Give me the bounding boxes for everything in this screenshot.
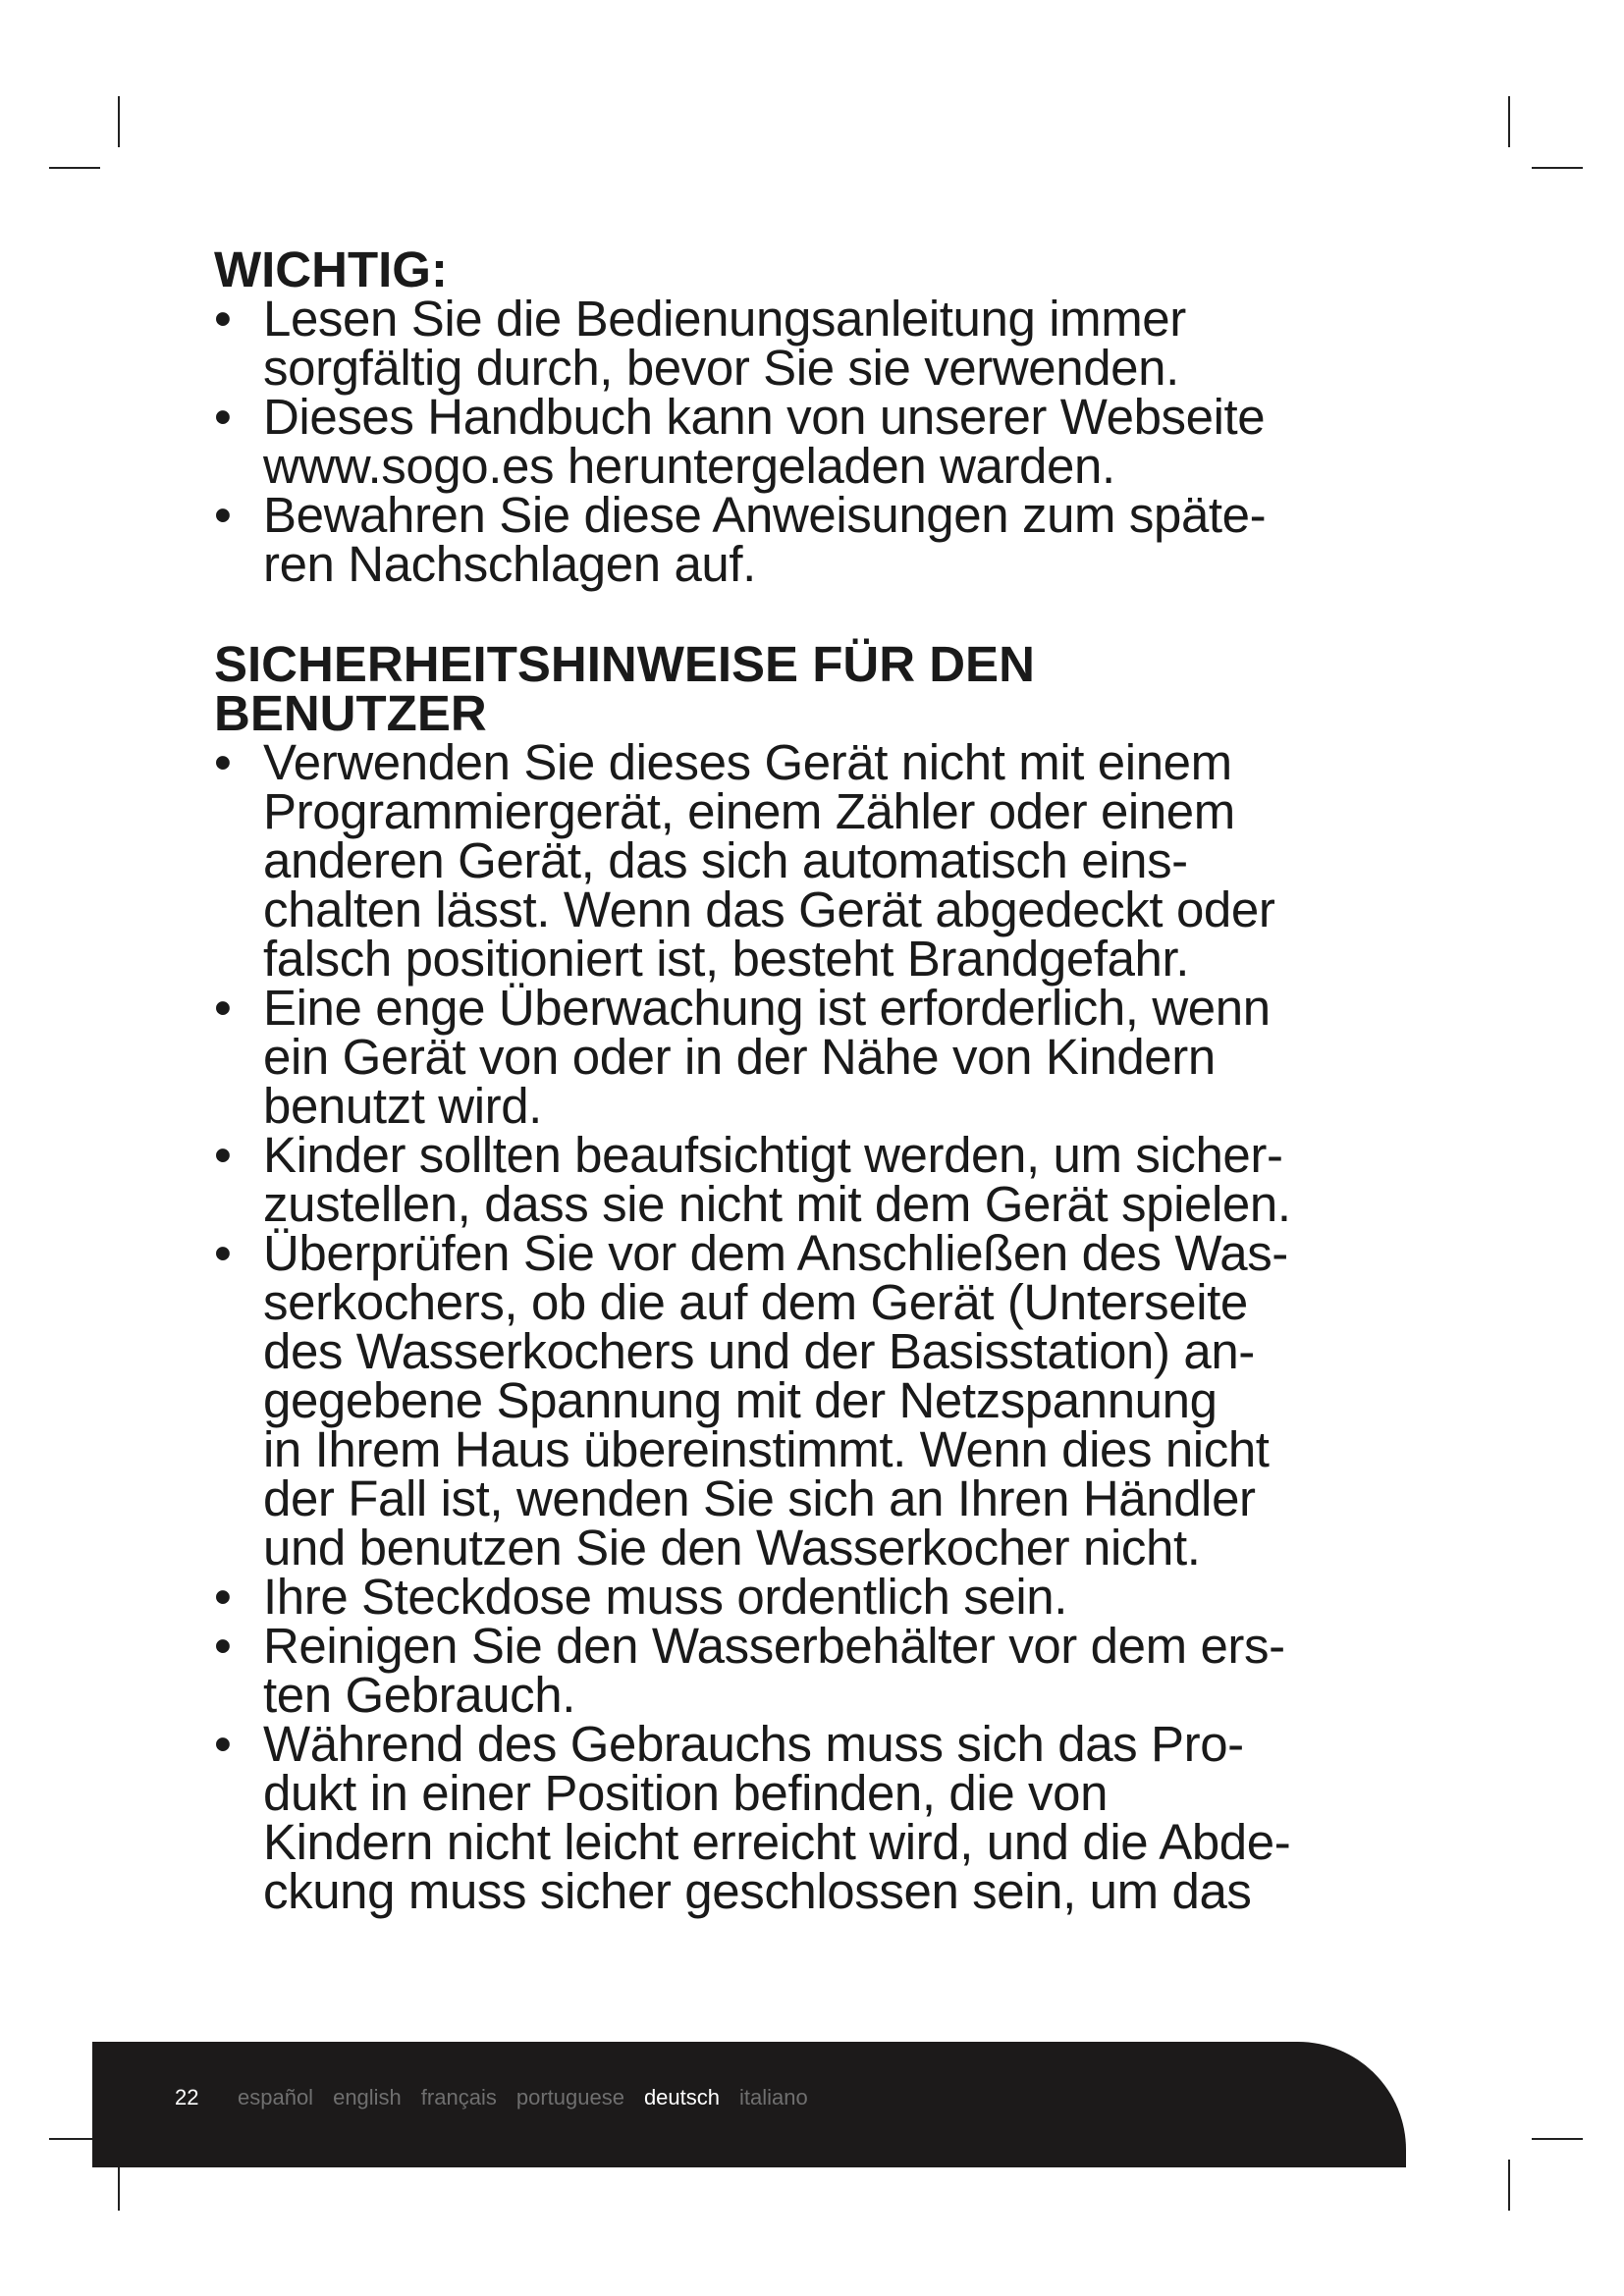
text-line: chalten lässt. Wenn das Gerät abgedeckt oder [263,881,1275,937]
crop-mark-top-right-v [1508,96,1510,147]
text-line: serkochers, ob die auf dem Gerät (Unterseite [263,1274,1248,1330]
important-item [214,487,1432,592]
text-line: Kindern nicht leicht erreicht wird, und die Abde- [263,1814,1291,1870]
text-line: anderen Gerät, das sich automatisch eins- [263,832,1188,888]
language-link-4[interactable]: deutsch [643,2085,720,2109]
text-line: ckung muss sicher geschlossen sein, um das [263,1863,1252,1919]
text-line: Reinigen Sie den Wasserbehälter vor dem ers- [263,1618,1285,1674]
page-content [214,241,1432,1919]
crop-mark-top-left-v [118,96,120,147]
important-item-text [263,389,1432,494]
text-line: Bewahren Sie diese Anweisungen zum späte- [263,487,1267,543]
bullet-icon: • [214,487,232,543]
language-link-3[interactable]: portuguese [515,2085,624,2109]
safety-heading-line: BENUTZER [214,685,487,741]
safety-item [214,1225,1432,1575]
text-line: Dieses Handbuch kann von unserer Webseite [263,389,1266,445]
bullet-icon: • [214,734,232,790]
bullet-icon: • [214,1618,232,1674]
text-line: dukt in einer Position befinden, die von [263,1765,1109,1821]
safety-item [214,1569,1432,1625]
important-item-text [263,291,1432,396]
text-line: des Wasserkochers und der Basisstation) an- [263,1323,1255,1379]
bullet-icon: • [214,291,232,347]
important-list [214,291,1432,592]
text-line: ten Gebrauch. [263,1667,576,1723]
text-line: falsch positioniert ist, besteht Brandgefahr. [263,931,1190,987]
language-link-1[interactable]: english [333,2085,402,2109]
important-item [214,291,1432,396]
safety-item-text [263,980,1432,1134]
text-line: ein Gerät von oder in der Nähe von Kindern [263,1029,1216,1085]
text-line: Lesen Sie die Bedienungsanleitung immer [263,291,1186,347]
text-line: www.sogo.es heruntergeladen warden. [263,438,1115,494]
safety-item [214,734,1432,987]
crop-mark-bottom-right-v [1508,2160,1510,2211]
safety-item [214,980,1432,1134]
text-line: gegebene Spannung mit der Netzspannung [263,1372,1218,1428]
safety-heading-line: SICHERHEITSHINWEISE FÜR DEN [214,636,1035,692]
crop-mark-top-right-h [1532,167,1583,169]
text-line: Kinder sollten beaufsichtigt werden, um sicher- [263,1127,1283,1183]
bullet-icon: • [214,1127,232,1183]
safety-item-text [263,734,1432,987]
crop-mark-top-left-h [49,167,100,169]
bullet-icon: • [214,980,232,1036]
bullet-icon: • [214,1716,232,1772]
language-link-2[interactable]: français [420,2085,497,2109]
text-line: Eine enge Überwachung ist erforderlich, wenn [263,980,1271,1036]
text-line: in Ihrem Haus übereinstimmt. Wenn dies nicht [263,1421,1270,1477]
footer-bar [92,2042,1406,2167]
bullet-icon: • [214,1569,232,1625]
safety-item [214,1716,1432,1919]
language-link-0[interactable]: español [238,2085,314,2109]
text-line: Während des Gebrauchs muss sich das Pro- [263,1716,1244,1772]
important-heading: WICHTIG: [214,241,448,297]
safety-item-text [263,1225,1432,1575]
language-nav [238,2085,808,2110]
crop-mark-bottom-right-h [1532,2138,1583,2140]
safety-item-text [263,1127,1432,1232]
important-item [214,389,1432,494]
bullet-icon: • [214,1225,232,1281]
text-line: sorgfältig durch, bevor Sie sie verwenden. [263,340,1179,396]
safety-item-text [263,1569,1432,1625]
safety-item [214,1618,1432,1723]
text-line: ren Nachschlagen auf. [263,536,756,592]
page-number: 22 [175,2085,199,2109]
text-line: Programmiergerät, einem Zähler oder einem [263,783,1235,839]
text-line: Ihre Steckdose muss ordentlich sein. [263,1569,1068,1625]
safety-heading [214,636,1432,741]
text-line: Verwenden Sie dieses Gerät nicht mit einem [263,734,1232,790]
safety-list [214,734,1432,1919]
text-line: der Fall ist, wenden Sie sich an Ihren Händler [263,1470,1256,1526]
text-line: benutzt wird. [263,1078,542,1134]
text-line: Überprüfen Sie vor dem Anschließen des Was- [263,1225,1288,1281]
language-link-5[interactable]: italiano [739,2085,808,2109]
safety-item-text [263,1716,1432,1919]
text-line: und benutzen Sie den Wasserkocher nicht. [263,1520,1201,1575]
text-line: zustellen, dass sie nicht mit dem Gerät spielen. [263,1176,1291,1232]
bullet-icon: • [214,389,232,445]
safety-item [214,1127,1432,1232]
safety-item-text [263,1618,1432,1723]
important-item-text [263,487,1432,592]
